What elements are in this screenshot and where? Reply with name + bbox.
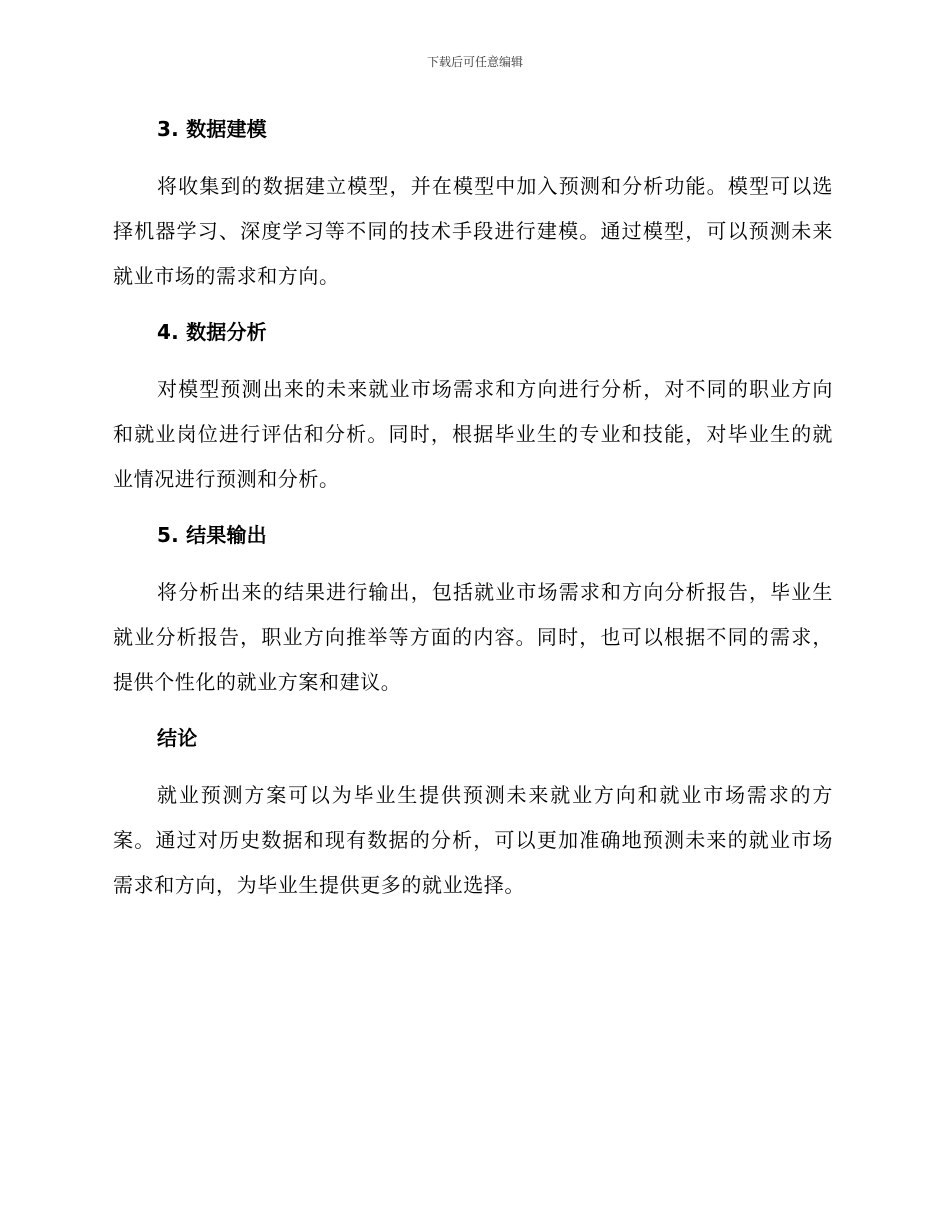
section-paragraph-result-output: 将分析出来的结果进行输出，包括就业市场需求和方向分析报告，毕业生就业分析报告，职业方向推举等方面的内容。同时，也可以根据不同的需求，提供个性化的就业方案和建议。: [113, 580, 833, 694]
section-paragraph-data-modeling: 将收集到的数据建立模型，并在模型中加入预测和分析功能。模型可以选择机器学习、深度学习等不同的技术手段进行建模。通过模型，可以预测未来就业市场的需求和方向。: [113, 174, 833, 288]
page-header-note: 下载后可任意编辑: [426, 55, 523, 69]
section-heading-result-output: 5. 结果输出: [157, 523, 267, 547]
section-paragraph-conclusion: 就业预测方案可以为毕业生提供预测未来就业方向和就业市场需求的方案。通过对历史数据和现有数据的分析，可以更加准确地预测未来的就业市场需求和方向，为毕业生提供更多的就业选择。: [113, 783, 833, 897]
section-heading-data-analysis: 4. 数据分析: [157, 320, 267, 344]
document-body: [113, 107, 833, 919]
section-paragraph-data-analysis: 对模型预测出来的未来就业市场需求和方向进行分析，对不同的职业方向和就业岗位进行评估和分析。同时，根据毕业生的专业和技能，对毕业生的就业情况进行预测和分析。: [113, 377, 833, 491]
section-heading-conclusion: 结论: [157, 726, 198, 750]
section-heading-data-modeling: 3. 数据建模: [157, 117, 267, 141]
